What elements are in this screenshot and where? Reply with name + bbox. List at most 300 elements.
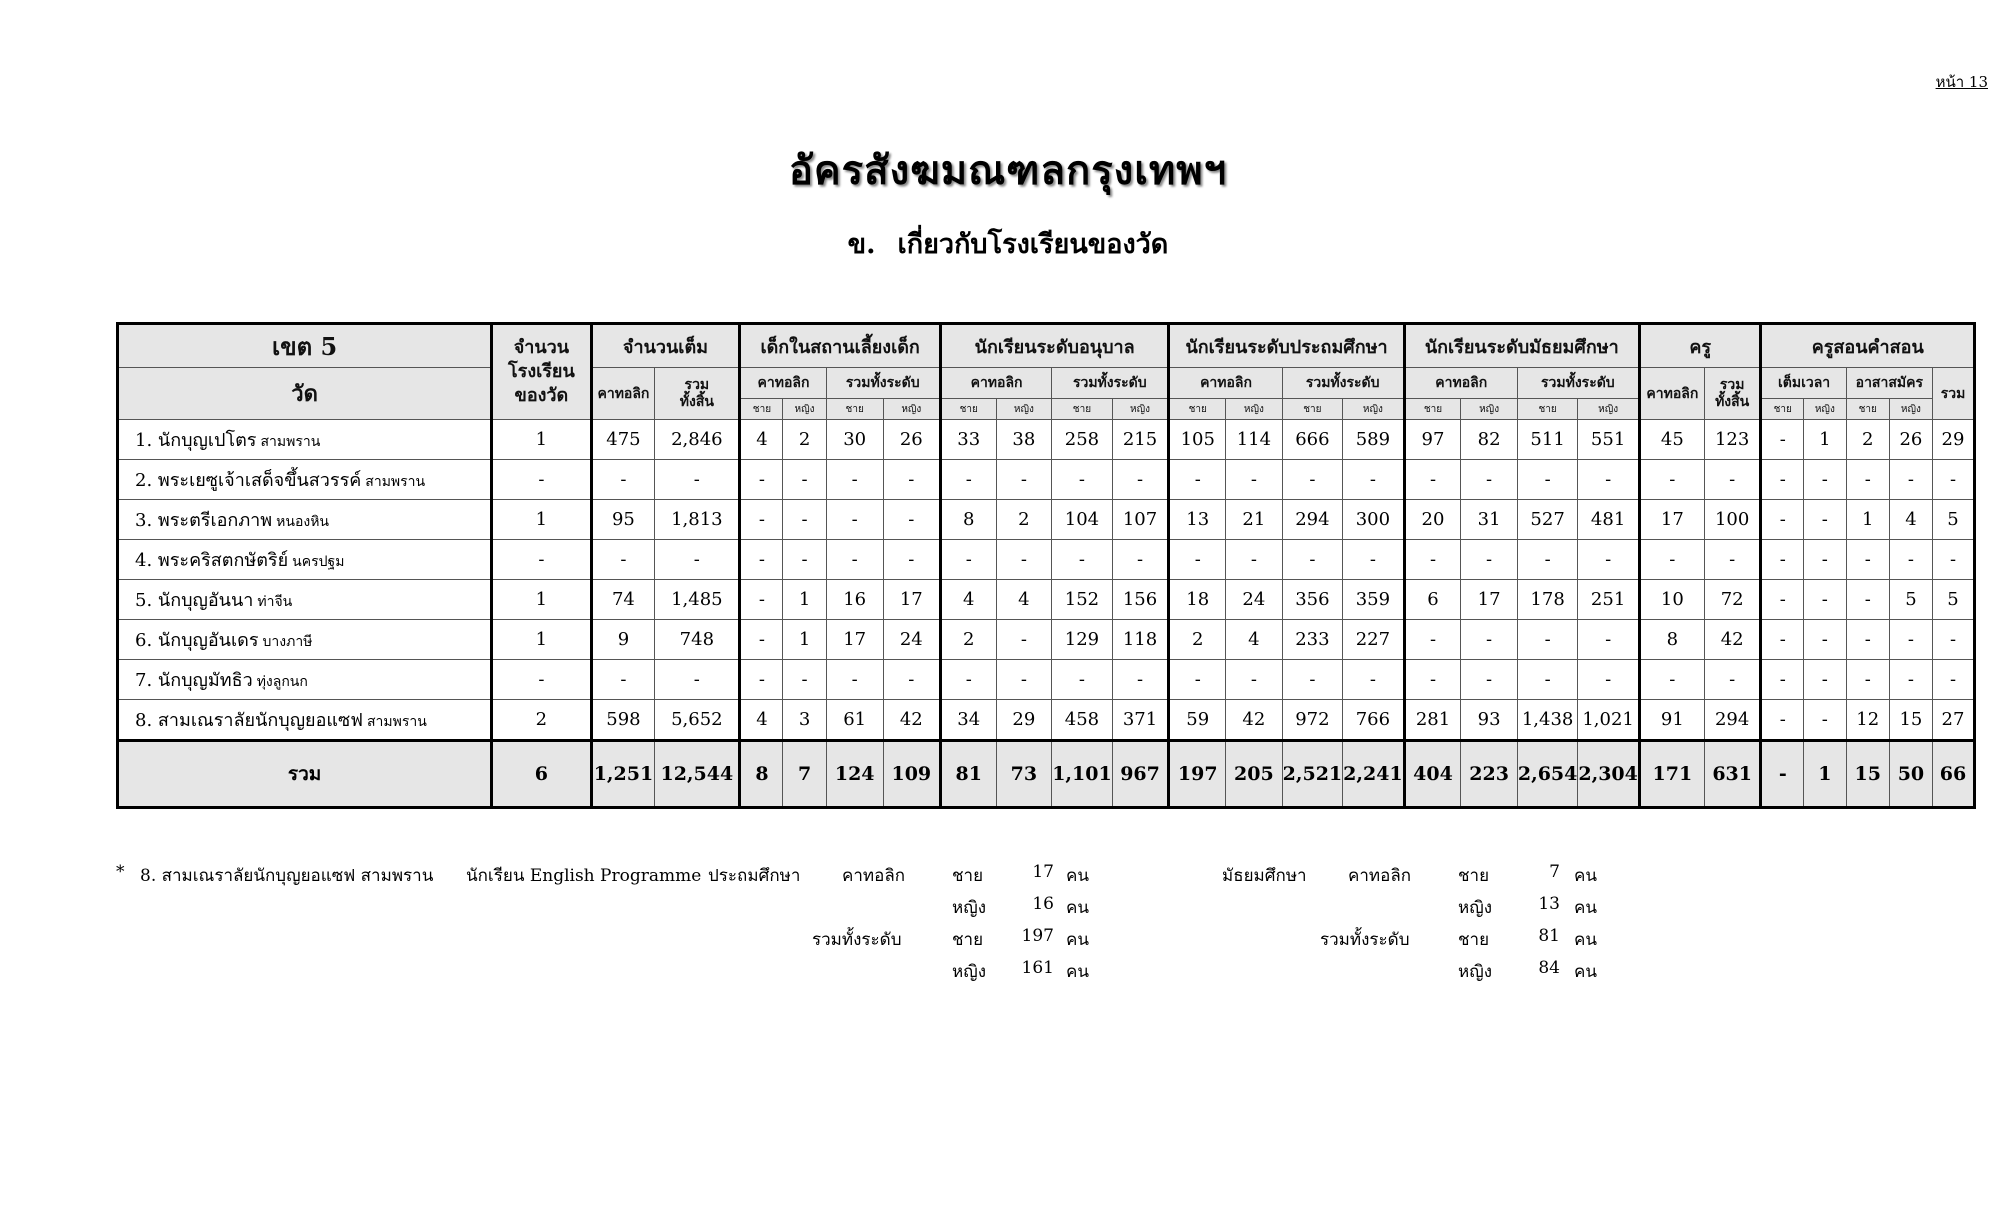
table-cell: - xyxy=(1343,460,1405,500)
table-cell: - xyxy=(740,620,783,660)
teachers-catholic-header: คาทอลิก xyxy=(1639,368,1704,420)
secondary-header: นักเรียนระดับมัธยมศึกษา xyxy=(1404,324,1639,368)
table-cell: 511 xyxy=(1517,420,1578,460)
table-cell: 123 xyxy=(1704,420,1761,460)
table-row xyxy=(118,620,1975,660)
table-cell: - xyxy=(492,460,591,500)
total-cell: 1 xyxy=(1804,741,1847,808)
table-cell: - xyxy=(1052,660,1113,700)
primary-catholic-male-header: ชาย xyxy=(1169,399,1226,420)
footnote-primary-label: ประถมศึกษา xyxy=(708,866,801,886)
table-row xyxy=(118,580,1975,620)
table-cell: 294 xyxy=(1704,700,1761,741)
table-cell: 527 xyxy=(1517,500,1578,540)
table-cell: - xyxy=(1578,540,1640,580)
footnote-secondary-catholic-male-value: 7 xyxy=(1549,862,1560,882)
table-cell: - xyxy=(591,460,655,500)
table-cell: - xyxy=(492,540,591,580)
table-cell: - xyxy=(1517,660,1578,700)
secondary-catholic-male-header: ชาย xyxy=(1404,399,1461,420)
table-cell: 1,438 xyxy=(1517,700,1578,741)
table-cell: 1 xyxy=(492,580,591,620)
secondary-catholic-header: คาทอลิก xyxy=(1404,368,1517,399)
school-count-header-line1: จำนวน xyxy=(513,337,570,358)
table-cell: - xyxy=(1169,540,1226,580)
table-cell: 4 xyxy=(940,580,996,620)
table-cell: 178 xyxy=(1517,580,1578,620)
table-cell: 26 xyxy=(883,420,940,460)
table-cell: - xyxy=(1639,540,1704,580)
table-cell: 59 xyxy=(1169,700,1226,741)
table-cell: - xyxy=(1933,620,1975,660)
wat-name: 4. พระคริสตกษัตริย์ xyxy=(135,550,289,571)
table-cell: - xyxy=(1889,460,1932,500)
page-number: หน้า 13 xyxy=(1935,73,1988,91)
table-cell: - xyxy=(783,460,826,500)
footnote-unit: คน xyxy=(1066,930,1089,950)
footnote-secondary-all-female-value: 84 xyxy=(1538,958,1560,978)
table-cell: 1 xyxy=(492,420,591,460)
table-cell: 42 xyxy=(883,700,940,741)
nursery-catholic-male-header: ชาย xyxy=(740,399,783,420)
total-cell: 81 xyxy=(940,741,996,808)
table-cell: - xyxy=(1704,660,1761,700)
table-cell: - xyxy=(655,660,740,700)
footnote-secondary-label: มัธยมศึกษา xyxy=(1222,866,1307,886)
table-cell: - xyxy=(1804,660,1847,700)
table-cell: 589 xyxy=(1343,420,1405,460)
secondary-all-female-header: หญิง xyxy=(1578,399,1640,420)
table-cell: - xyxy=(1052,460,1113,500)
table-cell: - xyxy=(591,660,655,700)
primary-catholic-header: คาทอลิก xyxy=(1169,368,1282,399)
table-cell: - xyxy=(1343,660,1405,700)
primary-all-female-header: หญิง xyxy=(1343,399,1405,420)
kindergarten-catholic-male-header: ชาย xyxy=(940,399,996,420)
total-cell: 2,304 xyxy=(1578,741,1640,808)
wat-name-cell xyxy=(118,660,492,700)
zone-header: เขต 5 xyxy=(118,324,492,368)
table-cell: 93 xyxy=(1461,700,1518,741)
table-cell: - xyxy=(1761,460,1804,500)
table-cell: - xyxy=(1804,580,1847,620)
table-cell: - xyxy=(1846,460,1889,500)
table-cell: 13 xyxy=(1169,500,1226,540)
total-cell: 124 xyxy=(826,741,883,808)
footnote-primary-catholic-female-value: 16 xyxy=(1032,894,1054,914)
full-total-header xyxy=(655,368,740,420)
table-cell: - xyxy=(1404,460,1461,500)
footnote-unit: คน xyxy=(1066,962,1089,982)
total-cell: 66 xyxy=(1933,741,1975,808)
secondary-all-levels-header: รวมทั้งระดับ xyxy=(1517,368,1639,399)
table-cell: 475 xyxy=(591,420,655,460)
table-cell: 118 xyxy=(1112,620,1169,660)
secondary-all-male-header: ชาย xyxy=(1517,399,1578,420)
kindergarten-header: นักเรียนระดับอนุบาล xyxy=(940,324,1169,368)
kindergarten-all-male-header: ชาย xyxy=(1052,399,1113,420)
table-cell: 481 xyxy=(1578,500,1640,540)
table-cell: - xyxy=(1282,660,1343,700)
table-cell: - xyxy=(783,500,826,540)
total-cell: - xyxy=(1761,741,1804,808)
table-cell: 114 xyxy=(1226,420,1283,460)
wat-name: 5. นักบุญอันนา xyxy=(135,590,254,611)
table-cell: 1 xyxy=(1804,420,1847,460)
table-row xyxy=(118,700,1975,741)
table-cell: 5,652 xyxy=(655,700,740,741)
catechist-fulltime-female-header: หญิง xyxy=(1804,399,1847,420)
nursery-catholic-header: คาทอลิก xyxy=(740,368,826,399)
total-cell: 73 xyxy=(996,741,1052,808)
table-cell: 152 xyxy=(1052,580,1113,620)
table-cell: - xyxy=(740,540,783,580)
total-cell: 205 xyxy=(1226,741,1283,808)
table-cell: 15 xyxy=(1889,700,1932,741)
total-cell: 967 xyxy=(1112,741,1169,808)
school-statistics-table xyxy=(116,322,1976,809)
table-row xyxy=(118,500,1975,540)
table-cell: 4 xyxy=(740,700,783,741)
table-cell: - xyxy=(1578,660,1640,700)
footnote-primary-catholic-male-value: 17 xyxy=(1032,862,1054,882)
table-cell: - xyxy=(1761,420,1804,460)
school-count-header xyxy=(492,324,591,420)
table-cell: 1,021 xyxy=(1578,700,1640,741)
table-cell: 300 xyxy=(1343,500,1405,540)
wat-name-cell xyxy=(118,620,492,660)
table-cell: 8 xyxy=(1639,620,1704,660)
wat-name-cell xyxy=(118,540,492,580)
table-cell: 95 xyxy=(591,500,655,540)
wat-location: สามพราน xyxy=(366,714,427,730)
table-cell: 129 xyxy=(1052,620,1113,660)
table-cell: - xyxy=(940,460,996,500)
table-cell: - xyxy=(1761,500,1804,540)
table-cell: - xyxy=(883,660,940,700)
table-cell: - xyxy=(492,660,591,700)
wat-name-cell xyxy=(118,500,492,540)
table-cell: - xyxy=(940,540,996,580)
table-row xyxy=(118,460,1975,500)
table-cell: 2 xyxy=(1846,420,1889,460)
total-cell: 1,101 xyxy=(1052,741,1113,808)
footnote-primary-all-female-value: 161 xyxy=(1021,958,1054,978)
footnote-primary-all-male-label: ชาย xyxy=(952,930,984,950)
table-cell: - xyxy=(996,660,1052,700)
table-cell: 61 xyxy=(826,700,883,741)
kindergarten-catholic-female-header: หญิง xyxy=(996,399,1052,420)
table-cell: 356 xyxy=(1282,580,1343,620)
table-cell: - xyxy=(1282,460,1343,500)
table-cell: 34 xyxy=(940,700,996,741)
table-cell: 38 xyxy=(996,420,1052,460)
table-cell: - xyxy=(996,540,1052,580)
table-cell: 12 xyxy=(1846,700,1889,741)
table-cell: - xyxy=(783,540,826,580)
footnote-star: * xyxy=(116,862,125,882)
table-cell: - xyxy=(740,660,783,700)
wat-name: 6. นักบุญอันเดร xyxy=(135,630,259,651)
footnote-secondary-all-male-value: 81 xyxy=(1538,926,1560,946)
footnote-secondary-catholic-label: คาทอลิก xyxy=(1348,866,1412,886)
kindergarten-all-female-header: หญิง xyxy=(1112,399,1169,420)
kindergarten-catholic-header: คาทอลิก xyxy=(940,368,1051,399)
table-cell: 97 xyxy=(1404,420,1461,460)
full-total-header-line2: ทั้งสิ้น xyxy=(679,393,714,410)
nursery-all-male-header: ชาย xyxy=(826,399,883,420)
table-cell: 33 xyxy=(940,420,996,460)
teachers-total-header xyxy=(1704,368,1761,420)
table-cell: 458 xyxy=(1052,700,1113,741)
table-cell: - xyxy=(1804,540,1847,580)
wat-name-cell xyxy=(118,460,492,500)
nursery-all-female-header: หญิง xyxy=(883,399,940,420)
table-cell: 21 xyxy=(1226,500,1283,540)
catechist-fulltime-header: เต็มเวลา xyxy=(1761,368,1846,399)
footnote-secondary-all-levels-label: รวมทั้งระดับ xyxy=(1320,930,1410,950)
footnote-primary-catholic-male-label: ชาย xyxy=(952,866,984,886)
table-cell: 371 xyxy=(1112,700,1169,741)
table-cell: - xyxy=(655,540,740,580)
table-cell: 17 xyxy=(1639,500,1704,540)
table-cell: - xyxy=(1761,620,1804,660)
table-cell: 3 xyxy=(783,700,826,741)
table-cell: - xyxy=(1804,500,1847,540)
footnote-primary-all-female-label: หญิง xyxy=(952,962,986,982)
table-cell: 26 xyxy=(1889,420,1932,460)
table-cell: 766 xyxy=(1343,700,1405,741)
table-cell: 24 xyxy=(1226,580,1283,620)
table-cell: - xyxy=(1226,460,1283,500)
teachers-total-header-line1: รวม xyxy=(1719,376,1745,393)
table-cell: - xyxy=(1112,540,1169,580)
total-cell: 6 xyxy=(492,741,591,808)
table-cell: - xyxy=(740,460,783,500)
wat-header: วัด xyxy=(118,368,492,420)
total-cell: 7 xyxy=(783,741,826,808)
table-cell: - xyxy=(1226,660,1283,700)
table-cell: 17 xyxy=(883,580,940,620)
table-cell: - xyxy=(1052,540,1113,580)
table-cell: 359 xyxy=(1343,580,1405,620)
wat-location: ทุ่งลูกนก xyxy=(256,674,308,690)
total-cell: 109 xyxy=(883,741,940,808)
table-cell: - xyxy=(1169,460,1226,500)
table-cell: 5 xyxy=(1933,580,1975,620)
table-cell: - xyxy=(1461,540,1518,580)
footnote-program: นักเรียน English Programme xyxy=(466,866,702,886)
page-subtitle xyxy=(0,222,2016,265)
table-cell: - xyxy=(1846,620,1889,660)
table-cell: 45 xyxy=(1639,420,1704,460)
table-cell: 2 xyxy=(1169,620,1226,660)
table-cell: 1 xyxy=(492,500,591,540)
table-cell: 10 xyxy=(1639,580,1704,620)
wat-location: สามพราน xyxy=(260,434,321,450)
table-cell: 1,813 xyxy=(655,500,740,540)
table-cell: - xyxy=(740,580,783,620)
table-cell: 1 xyxy=(783,620,826,660)
primary-all-male-header: ชาย xyxy=(1282,399,1343,420)
table-row xyxy=(118,420,1975,460)
table-cell: - xyxy=(1804,460,1847,500)
catechist-volunteer-male-header: ชาย xyxy=(1846,399,1889,420)
total-cell: 223 xyxy=(1461,741,1518,808)
footnote-secondary-all-female-label: หญิง xyxy=(1458,962,1492,982)
table-cell: - xyxy=(1846,540,1889,580)
table-cell: 9 xyxy=(591,620,655,660)
table-cell: - xyxy=(1578,620,1640,660)
table-cell: - xyxy=(1933,540,1975,580)
table-cell: - xyxy=(940,660,996,700)
table-cell: - xyxy=(1112,660,1169,700)
table-cell: - xyxy=(1933,460,1975,500)
total-cell: 171 xyxy=(1639,741,1704,808)
table-cell: 1,485 xyxy=(655,580,740,620)
table-body xyxy=(118,420,1975,808)
wat-name: 7. นักบุญมัทธิว xyxy=(135,670,253,691)
table-cell: 17 xyxy=(826,620,883,660)
wat-name-cell xyxy=(118,420,492,460)
table-cell: 258 xyxy=(1052,420,1113,460)
table-cell: 4 xyxy=(1226,620,1283,660)
page-title: อัครสังฆมณฑลกรุงเทพฯ xyxy=(788,147,1228,194)
table-cell: 91 xyxy=(1639,700,1704,741)
table-cell: 30 xyxy=(826,420,883,460)
wat-location: นครปฐม xyxy=(292,554,345,570)
total-row xyxy=(118,741,1975,808)
catechists-header: ครูสอนคำสอน xyxy=(1761,324,1975,368)
table-cell: 666 xyxy=(1282,420,1343,460)
table-cell: 27 xyxy=(1933,700,1975,741)
full-catholic-header: คาทอลิก xyxy=(591,368,655,420)
footnote-unit: คน xyxy=(1574,962,1597,982)
table-cell: - xyxy=(1112,460,1169,500)
wat-name-cell xyxy=(118,580,492,620)
table-cell: 42 xyxy=(1704,620,1761,660)
kindergarten-all-levels-header: รวมทั้งระดับ xyxy=(1052,368,1169,399)
footnote-primary-all-male-value: 197 xyxy=(1021,926,1054,946)
table-cell: - xyxy=(1517,540,1578,580)
table-cell: 5 xyxy=(1889,580,1932,620)
secondary-catholic-female-header: หญิง xyxy=(1461,399,1518,420)
table-cell: 4 xyxy=(1889,500,1932,540)
teachers-total-header-line2: ทั้งสิ้น xyxy=(1715,393,1750,410)
nursery-header: เด็กในสถานเลี้ยงเด็ก xyxy=(740,324,941,368)
table-cell: 17 xyxy=(1461,580,1518,620)
table-cell: 4 xyxy=(740,420,783,460)
table-cell: - xyxy=(1517,620,1578,660)
table-cell: - xyxy=(1704,540,1761,580)
table-cell: - xyxy=(1889,620,1932,660)
table-cell: - xyxy=(1804,620,1847,660)
footnote-primary-all-levels-label: รวมทั้งระดับ xyxy=(812,930,902,950)
table-cell: - xyxy=(1846,660,1889,700)
table-cell: 20 xyxy=(1404,500,1461,540)
table-cell: - xyxy=(1578,460,1640,500)
table-cell: - xyxy=(1169,660,1226,700)
table-cell: 972 xyxy=(1282,700,1343,741)
table-cell: - xyxy=(1461,660,1518,700)
footnote-secondary-catholic-male-label: ชาย xyxy=(1458,866,1490,886)
table-cell: - xyxy=(826,500,883,540)
table-cell: 227 xyxy=(1343,620,1405,660)
footnote-secondary-catholic-female-value: 13 xyxy=(1538,894,1560,914)
table-cell: 215 xyxy=(1112,420,1169,460)
table-cell: 5 xyxy=(1933,500,1975,540)
subtitle-text: เกี่ยวกับโรงเรียนของวัด xyxy=(897,229,1169,260)
total-cell: 2,521 xyxy=(1282,741,1343,808)
subtitle-prefix: ข. xyxy=(847,229,876,260)
table-cell: - xyxy=(996,460,1052,500)
wat-name: 1. นักบุญเปโตร xyxy=(135,430,257,451)
total-cell: 2,654 xyxy=(1517,741,1578,808)
total-cell: 197 xyxy=(1169,741,1226,808)
full-count-header: จำนวนเต็ม xyxy=(591,324,740,368)
table-cell: 6 xyxy=(1404,580,1461,620)
wat-name-cell xyxy=(118,700,492,741)
table-cell: - xyxy=(1804,700,1847,741)
table-cell: - xyxy=(1282,540,1343,580)
table-cell: 105 xyxy=(1169,420,1226,460)
wat-location: บางภาษี xyxy=(262,634,313,650)
table-cell: 1 xyxy=(783,580,826,620)
table-cell: 31 xyxy=(1461,500,1518,540)
footnote-secondary-all-male-label: ชาย xyxy=(1458,930,1490,950)
table-cell: - xyxy=(1761,540,1804,580)
table-cell: - xyxy=(996,620,1052,660)
table-cell: - xyxy=(1461,620,1518,660)
table-cell: 281 xyxy=(1404,700,1461,741)
total-cell: 404 xyxy=(1404,741,1461,808)
table-cell: - xyxy=(740,500,783,540)
wat-name: 2. พระเยซูเจ้าเสด็จขึ้นสวรรค์ xyxy=(135,470,362,491)
total-cell: 8 xyxy=(740,741,783,808)
table-cell: 598 xyxy=(591,700,655,741)
table-cell: 82 xyxy=(1461,420,1518,460)
total-cell: 631 xyxy=(1704,741,1761,808)
table-cell: 29 xyxy=(1933,420,1975,460)
catechist-fulltime-male-header: ชาย xyxy=(1761,399,1804,420)
table-cell: 74 xyxy=(591,580,655,620)
table-cell: 551 xyxy=(1578,420,1640,460)
table-cell: - xyxy=(1889,660,1932,700)
table-cell: - xyxy=(1343,540,1405,580)
primary-header: นักเรียนระดับประถมศึกษา xyxy=(1169,324,1404,368)
footnote-unit: คน xyxy=(1066,898,1089,918)
footnote-unit: คน xyxy=(1066,866,1089,886)
table-cell: 24 xyxy=(883,620,940,660)
table-cell: - xyxy=(1517,460,1578,500)
footnote-primary-catholic-female-label: หญิง xyxy=(952,898,986,918)
footnote-unit: คน xyxy=(1574,898,1597,918)
table-cell: 72 xyxy=(1704,580,1761,620)
table-cell: - xyxy=(1761,700,1804,741)
table-cell: - xyxy=(1404,540,1461,580)
table-row xyxy=(118,540,1975,580)
teachers-header: ครู xyxy=(1639,324,1761,368)
table-cell: 2 xyxy=(783,420,826,460)
footnote-unit: คน xyxy=(1574,930,1597,950)
primary-catholic-female-header: หญิง xyxy=(1226,399,1283,420)
table-cell: - xyxy=(1639,660,1704,700)
school-count-header-line2: โรงเรียน xyxy=(507,361,575,382)
full-total-header-line1: รวม xyxy=(684,376,710,393)
total-cell: 2,241 xyxy=(1343,741,1405,808)
table-cell: - xyxy=(783,660,826,700)
footnote-secondary-catholic-female-label: หญิง xyxy=(1458,898,1492,918)
